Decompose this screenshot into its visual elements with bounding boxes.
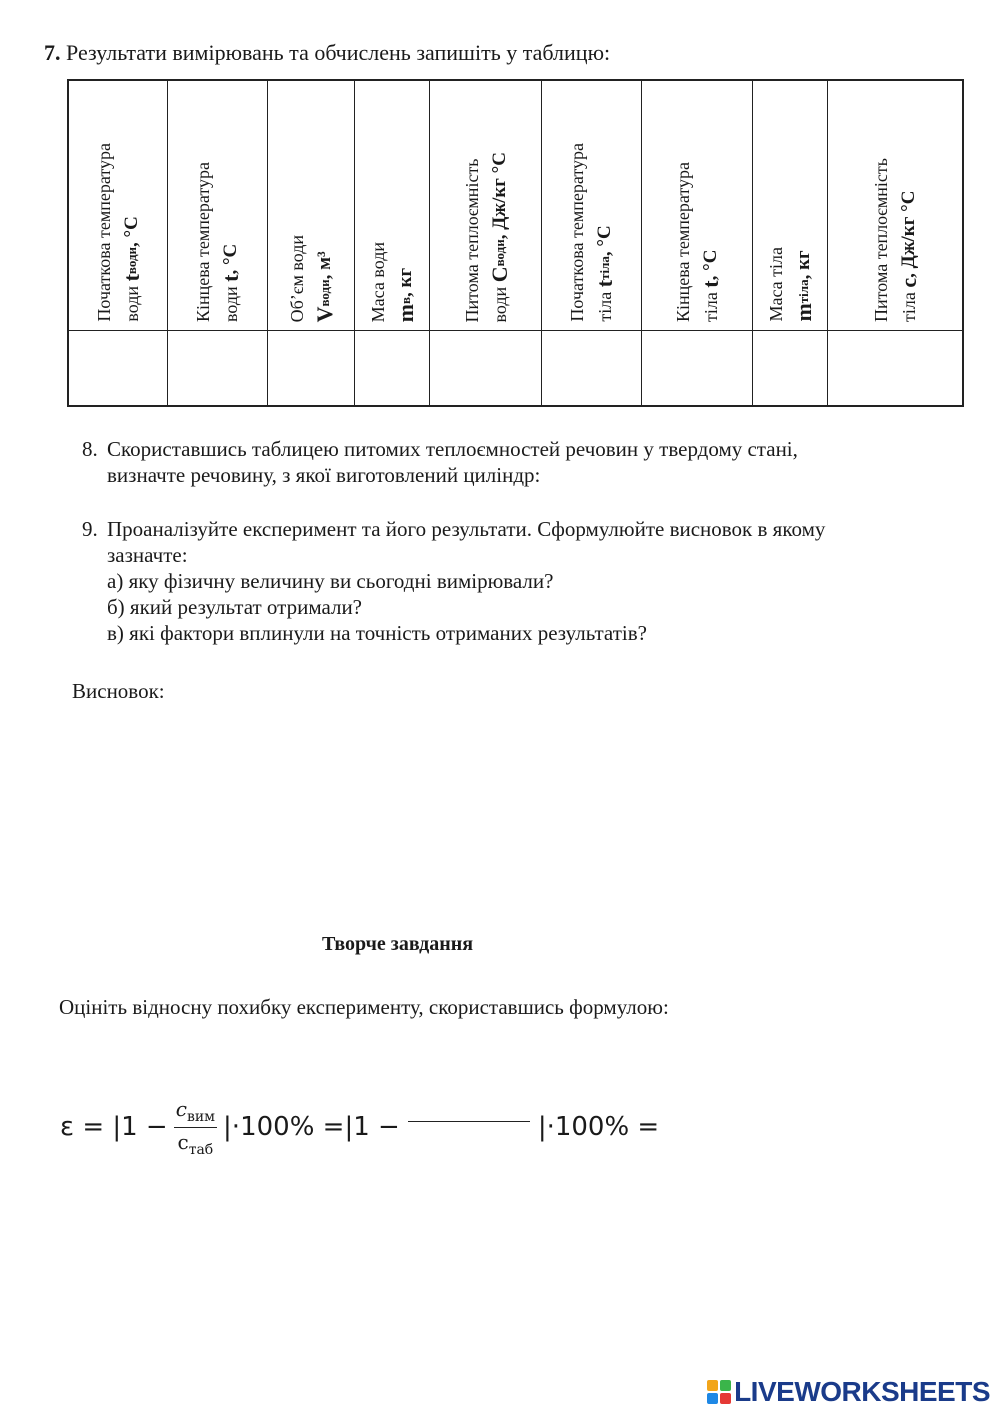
task-7-heading [44, 40, 610, 66]
estimate-instruction: Оцініть відносну похибку експерименту, скориставшись формулою: [59, 995, 669, 1019]
creative-task-title: Творче завдання [322, 933, 474, 955]
conclusion-label: Висновок: [72, 679, 165, 703]
fraction-denominator: $c_{таб}$ [177, 1129, 214, 1158]
answer-cell[interactable] [430, 331, 542, 405]
header-cell [355, 81, 430, 330]
answer-cell[interactable] [168, 331, 268, 405]
liveworksheets-logo [707, 1376, 990, 1408]
answer-cell[interactable] [753, 331, 828, 405]
item-9-line1: Проаналізуйте експеримент та його результати. Сформулюйте висновок в якому [107, 517, 826, 541]
header-label: Маса води mв, кг [368, 241, 419, 322]
item-8-number: 8. [82, 437, 98, 461]
header-cell [753, 81, 828, 330]
table-header-row [69, 81, 962, 331]
formula-answer-blank[interactable] [408, 1121, 530, 1122]
answer-cell[interactable] [828, 331, 962, 405]
header-cell [69, 81, 168, 330]
formula-end: |·100% = [537, 1112, 660, 1142]
formula-fraction [174, 1097, 217, 1158]
header-cell [168, 81, 268, 330]
header-cell [828, 81, 962, 330]
item-8-line1: Скориставшись таблицею питомих теплоємностей речовин у твердому стані, [107, 437, 798, 461]
task-7-number: 7. [44, 40, 61, 65]
item-9-number: 9. [82, 517, 98, 541]
liveworksheets-logo-icon [707, 1380, 731, 1404]
results-table [67, 79, 964, 407]
formula-lhs: ε = |1 − [60, 1112, 168, 1142]
header-cell [430, 81, 542, 330]
logo-text: LIVEWORKSHEETS [734, 1376, 990, 1407]
header-label: Кінцева температура тіла t, °С [673, 161, 724, 322]
answer-cell[interactable] [355, 331, 430, 405]
header-cell [542, 81, 642, 330]
header-label: Початкова температура води tводи, °С [93, 143, 144, 322]
answer-cell[interactable] [268, 331, 356, 405]
header-cell [268, 81, 356, 330]
header-label: Маса тіла mтіла, кг [766, 247, 817, 322]
item-9-b: б) який результат отримали? [107, 595, 363, 619]
header-label: Кінцева температура води t, °С [193, 161, 244, 322]
header-label: Об’єм води Vводи, м³ [286, 234, 337, 322]
item-9-a: а) яку фізичну величину ви сьогодні вимірювали? [107, 569, 554, 593]
answer-cell[interactable] [642, 331, 754, 405]
task-7-text: Результати вимірювань та обчислень запишіть у таблицю: [66, 40, 611, 65]
header-label: Початкова температура тіла tтіла, °С [567, 143, 618, 322]
header-label: Питома теплоємність води Cводи, Дж/кг °С [461, 151, 512, 322]
fraction-numerator: $c_{вим}$ [174, 1097, 217, 1128]
table-answer-row [69, 331, 962, 405]
answer-cell[interactable] [542, 331, 642, 405]
item-9 [82, 516, 962, 646]
item-9-c: в) які фактори вплинули на точність отриманих результатів? [107, 621, 647, 645]
formula-mid: |·100% =|1 − [223, 1112, 400, 1142]
item-8-line2: визначте речовину, з якої виготовлений циліндр: [107, 463, 541, 487]
answer-cell[interactable] [69, 331, 168, 405]
header-label: Питома теплоємність тіла c, Дж/кг °С [871, 158, 922, 322]
item-9-line2: зазначте: [107, 543, 188, 567]
item-8 [82, 436, 962, 488]
error-formula [60, 1092, 659, 1162]
header-cell [642, 81, 754, 330]
